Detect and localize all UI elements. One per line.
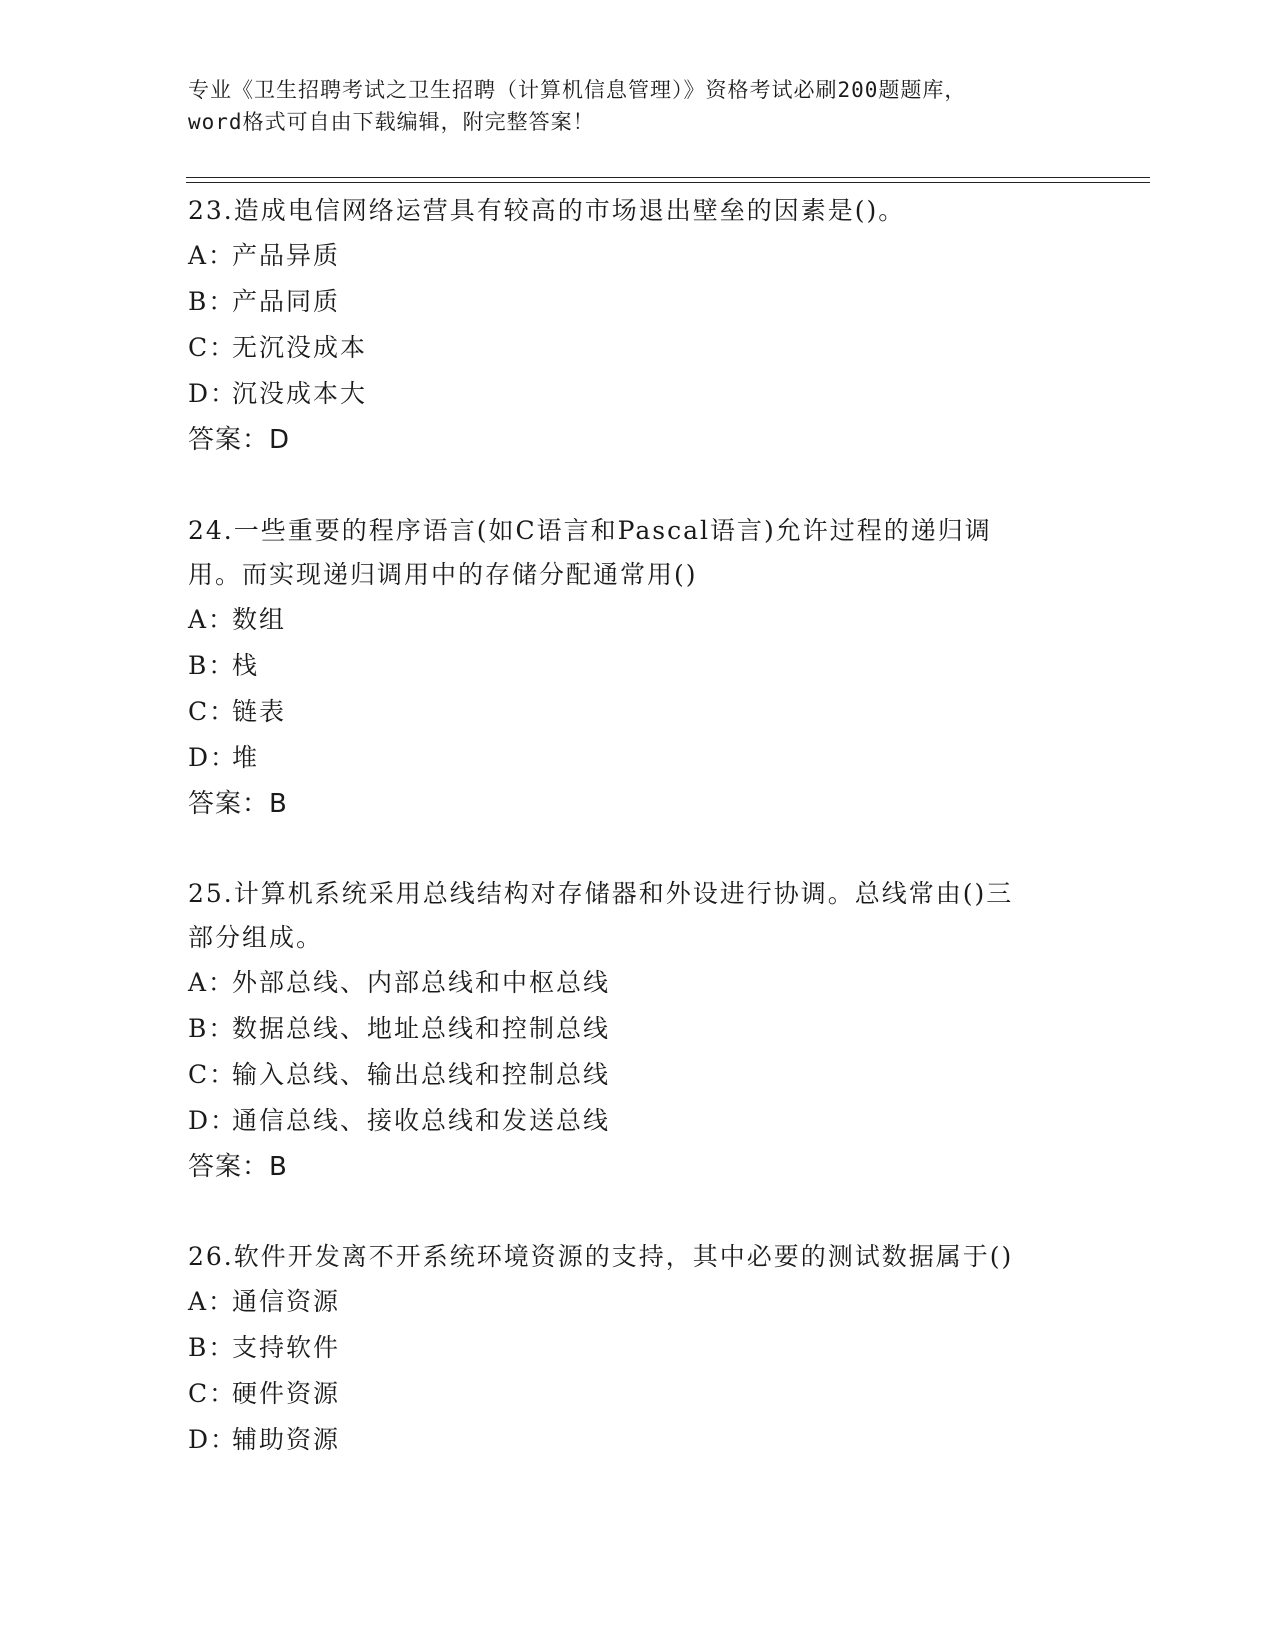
option-b [188,1325,1088,1371]
option-letter: D： [188,379,238,408]
header-divider-bottom [186,182,1150,183]
option-letter: D： [188,743,238,772]
option-b [188,279,1088,325]
option-a [188,960,1088,1006]
option-b [188,643,1088,689]
option-text: 支持软件 [232,1333,341,1362]
option-letter: A： [188,1287,236,1316]
option-letter: C： [188,333,237,362]
option-letter: D： [188,1106,238,1135]
question-stem-line-1: 25.计算机系统采用总线结构对存储器和外设进行协调。总线常由()三 [188,879,1014,908]
option-c [188,1371,1088,1417]
answer: 答案：B [188,1152,288,1182]
option-letter: C： [188,1060,237,1089]
header-divider-top [186,177,1150,178]
question-stem-line-2: 用。而实现递归调用中的存储分配通常用() [188,560,698,589]
option-text: 链表 [232,697,287,726]
option-d [188,1098,1088,1144]
option-text: 产品异质 [232,241,341,270]
option-a [188,1279,1088,1325]
option-text: 辅助资源 [232,1425,341,1454]
option-letter: D： [188,1425,238,1454]
option-a [188,233,1088,279]
question-stem: 23.造成电信网络运营具有较高的市场退出壁垒的因素是()。 [188,196,906,225]
option-text: 堆 [232,743,260,772]
option-letter: B： [188,1333,236,1362]
question-stem-line-2: 部分组成。 [188,923,324,952]
option-c [188,1052,1088,1098]
question-25 [188,872,1088,1190]
option-letter: C： [188,1379,237,1408]
option-text: 无沉没成本 [232,333,368,362]
option-text: 通信资源 [232,1287,341,1316]
option-letter: B： [188,651,236,680]
option-c [188,689,1088,735]
option-text: 栈 [232,651,260,680]
option-text: 数据总线、地址总线和控制总线 [232,1014,611,1043]
option-text: 产品同质 [232,287,341,316]
option-letter: C： [188,697,237,726]
option-text: 输入总线、输出总线和控制总线 [232,1060,611,1089]
answer: 答案：D [188,425,291,455]
question-26 [188,1235,1088,1463]
question-24 [188,509,1088,827]
option-d [188,371,1088,417]
answer: 答案：B [188,789,288,819]
option-text: 通信总线、接收总线和发送总线 [232,1106,611,1135]
option-letter: B： [188,1014,236,1043]
option-text: 沉没成本大 [232,379,368,408]
option-c [188,325,1088,371]
question-23 [188,189,1088,463]
option-a [188,597,1088,643]
option-letter: B： [188,287,236,316]
option-b [188,1006,1088,1052]
document-header [188,74,1088,138]
option-letter: A： [188,241,236,270]
header-line-2: word格式可自由下载编辑，附完整答案！ [188,110,595,134]
option-letter: A： [188,605,236,634]
option-text: 硬件资源 [232,1379,341,1408]
question-stem-line-1: 24.一些重要的程序语言(如C语言和Pascal语言)允许过程的递归调 [188,516,992,545]
option-d [188,1417,1088,1463]
option-letter: A： [188,968,236,997]
option-text: 外部总线、内部总线和中枢总线 [232,968,611,997]
option-text: 数组 [232,605,287,634]
header-line-1: 专业《卫生招聘考试之卫生招聘（计算机信息管理）》资格考试必刷200题题库， [188,78,967,102]
question-stem: 26.软件开发离不开系统环境资源的支持，其中必要的测试数据属于() [188,1242,1014,1271]
option-d [188,735,1088,781]
